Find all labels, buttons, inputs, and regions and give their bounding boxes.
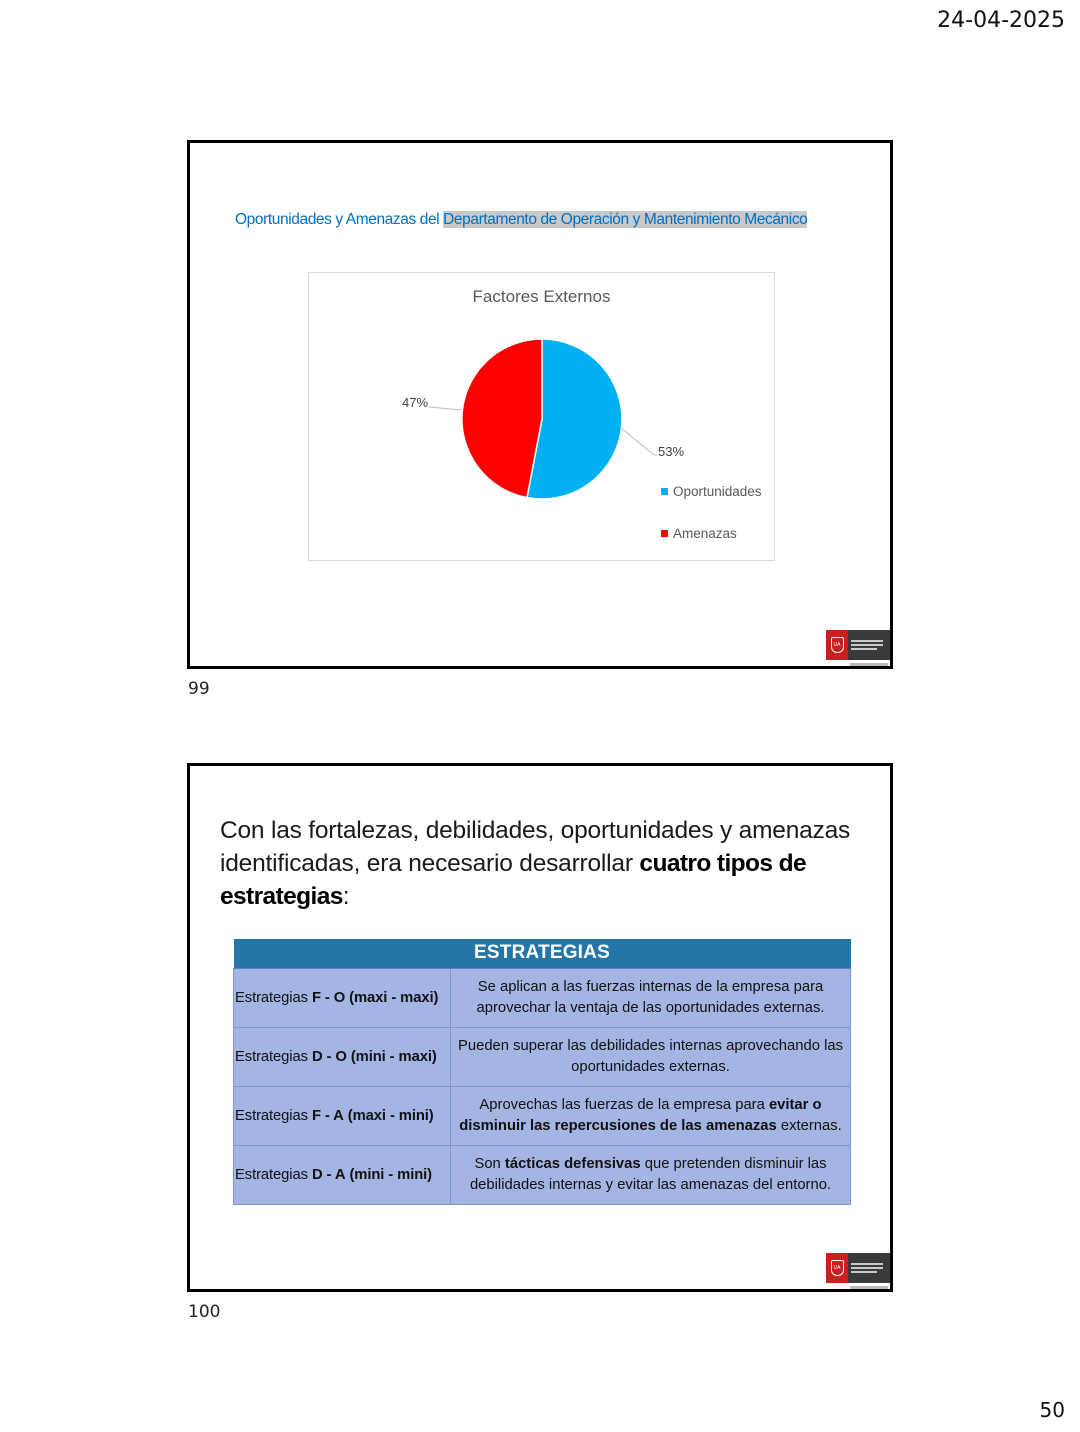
university-logo — [826, 630, 890, 666]
slide-number: 99 — [188, 679, 210, 699]
slide-99 — [187, 140, 893, 669]
legend-item-oportunidades — [661, 482, 762, 500]
table-row — [234, 968, 851, 1027]
pie-chart — [308, 272, 775, 561]
university-logo — [826, 1253, 890, 1289]
strategy-description: Son tácticas defensivas que pretenden disminuir las debilidades internas y evitar las amenazas del entorno. — [451, 1145, 851, 1204]
strategy-name: Estrategias D - A (mini - mini) — [234, 1145, 451, 1204]
intro-end: : — [342, 883, 350, 910]
page-number: 50 — [1039, 1398, 1065, 1422]
strategies-table — [233, 939, 851, 1205]
legend-swatch-icon — [661, 488, 668, 495]
table-row — [234, 1027, 851, 1086]
leader-line-47 — [429, 407, 462, 410]
data-label-oportunidades: 53% — [658, 444, 685, 459]
strategy-description: Aprovechas las fuerzas de la empresa para evitar o disminuir las repercusiones de las amenazas externas. — [451, 1086, 851, 1145]
slide-number: 100 — [188, 1302, 221, 1322]
strategy-name: Estrategias D - O (mini - maxi) — [234, 1027, 451, 1086]
legend-swatch-icon — [661, 530, 668, 537]
table-header: ESTRATEGIAS — [234, 939, 851, 968]
slide-title — [235, 211, 807, 229]
chart-legend — [661, 482, 762, 542]
data-label-amenazas: 47% — [402, 395, 429, 410]
slide-100 — [187, 763, 893, 1292]
chart-title: Factores Externos — [472, 287, 611, 306]
legend-label: Amenazas — [673, 525, 737, 541]
table-row — [234, 1086, 851, 1145]
title-highlighted-text: Departamento de Operación y Mantenimiento Mecánico — [443, 211, 808, 228]
legend-item-amenazas — [661, 524, 762, 542]
pie-slice-amenazas — [462, 339, 542, 498]
table-row — [234, 1145, 851, 1204]
strategy-description: Se aplican a las fuerzas internas de la empresa para aprovechar la ventaja de las oportunidades externas. — [451, 968, 851, 1027]
strategy-name: Estrategias F - O (maxi - maxi) — [234, 968, 451, 1027]
strategy-description: Pueden superar las debilidades internas aprovechando las oportunidades externas. — [451, 1027, 851, 1086]
strategy-name: Estrategias F - A (maxi - mini) — [234, 1086, 451, 1145]
intro-text: Con las fortalezas, debilidades, oportunidades y amenazas identificadas, era necesario desarrollar — [220, 817, 851, 877]
intro-paragraph — [220, 814, 880, 913]
university-shield-icon: UA — [831, 1260, 844, 1276]
university-shield-icon: UA — [831, 637, 844, 653]
intro-bold-text: cuatro tipos de estrategias — [220, 850, 807, 910]
title-text: Oportunidades y Amenazas del — [235, 211, 444, 228]
leader-line-53 — [621, 428, 657, 455]
legend-label: Oportunidades — [673, 483, 762, 499]
print-date: 24-04-2025 — [937, 8, 1065, 33]
